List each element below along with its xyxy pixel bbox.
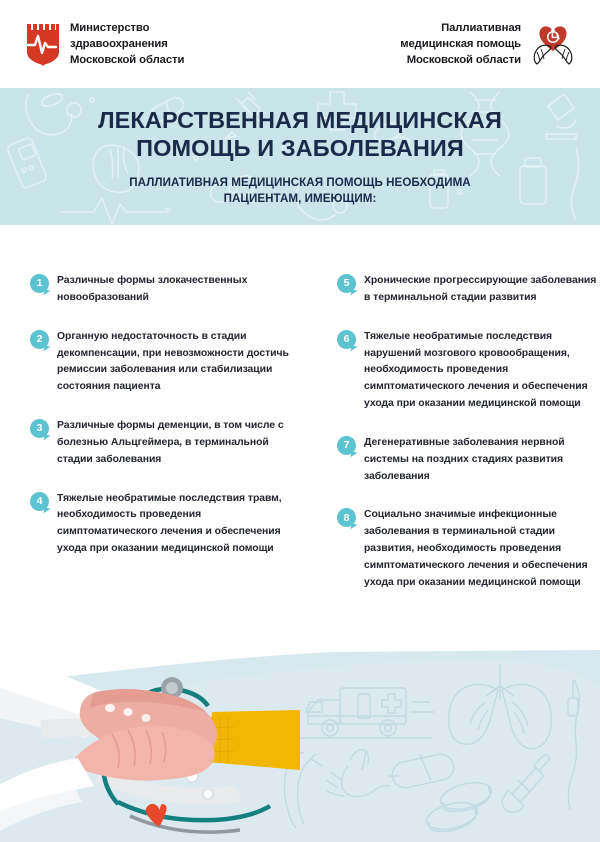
item-text: Дегенеративные заболевания нервной системы на поздних стадиях развития заболевания bbox=[364, 436, 565, 482]
ministry-title bbox=[70, 20, 184, 68]
item-text: Органную недостаточность в стадии декомпенсации, при невозможности достичь ремиссии заболевания или стабилизации состояния пациента bbox=[57, 330, 289, 393]
item-number-badge: 2 bbox=[30, 330, 49, 349]
footer-illustration bbox=[0, 650, 600, 842]
item-number-badge: 6 bbox=[337, 330, 356, 349]
palliative-title bbox=[400, 20, 521, 68]
palliative-line-2: медицинская помощь bbox=[400, 37, 521, 50]
conditions-list-section bbox=[0, 225, 600, 650]
list-item bbox=[337, 435, 599, 486]
ministry-line-2: здравоохранения bbox=[70, 37, 168, 50]
list-item bbox=[337, 507, 599, 591]
ministry-line-3: Московской области bbox=[70, 54, 185, 67]
list-item bbox=[337, 329, 599, 413]
list-item bbox=[30, 329, 292, 396]
title-banner bbox=[0, 88, 600, 225]
item-text: Тяжелые необратимые последствия травм, необходимость проведения симптоматического лечения и обеспечения ухода при оказании медицинской помощи bbox=[57, 492, 282, 555]
item-number-badge: 3 bbox=[30, 419, 49, 438]
list-item bbox=[30, 491, 292, 558]
item-text: Различные формы злокачественных новообразований bbox=[57, 275, 248, 303]
list-item bbox=[337, 273, 599, 307]
palliative-line-3: Московской области bbox=[406, 54, 521, 67]
page-title: ЛЕКАРСТВЕННАЯ МЕДИЦИНСКАЯ ПОМОЩЬ И ЗАБОЛЕВАНИЯ bbox=[98, 107, 502, 161]
list-item bbox=[30, 273, 292, 307]
palliative-line-1: Паллиативная bbox=[441, 21, 521, 34]
page-header bbox=[0, 0, 600, 88]
illustration-canvas bbox=[0, 650, 600, 842]
item-text: Тяжелые необратимые последствия нарушений мозгового кровообращения, необходимость проведения симптоматического лечения и обеспечения ухода при оказании медицинской помощи bbox=[364, 330, 588, 410]
item-number-badge: 5 bbox=[337, 274, 356, 293]
ministry-line-1: Министерство bbox=[70, 21, 150, 34]
item-number-badge: 4 bbox=[30, 492, 49, 511]
palliative-logo-block bbox=[400, 20, 578, 68]
conditions-left-column bbox=[30, 273, 292, 580]
page-subtitle: ПАЛЛИАТИВНАЯ МЕДИЦИНСКАЯ ПОМОЩЬ НЕОБХОДИМА ПАЦИЕНТАМ, ИМЕЮЩИМ: bbox=[129, 176, 471, 206]
item-number-badge: 1 bbox=[30, 274, 49, 293]
list-item bbox=[30, 418, 292, 469]
item-number-badge: 8 bbox=[337, 508, 356, 527]
shield-heartbeat-icon bbox=[26, 22, 60, 66]
item-text: Различные формы деменции, в том числе с болезнью Альцгеймера, в терминальной стадии заболевания bbox=[57, 420, 284, 465]
item-text: Хронические прогрессирующие заболевания в терминальной стадии развития bbox=[364, 275, 597, 303]
conditions-right-column bbox=[337, 273, 599, 614]
heart-in-hands-icon bbox=[528, 22, 578, 66]
item-text: Социально значимые инфекционные заболевания в терминальной стадии развития, необходимость проведения симптоматического лечения и обеспечения ухода при оказании медицинской помощи bbox=[364, 509, 588, 588]
item-number-badge: 7 bbox=[337, 436, 356, 455]
ministry-logo-block bbox=[26, 20, 184, 68]
